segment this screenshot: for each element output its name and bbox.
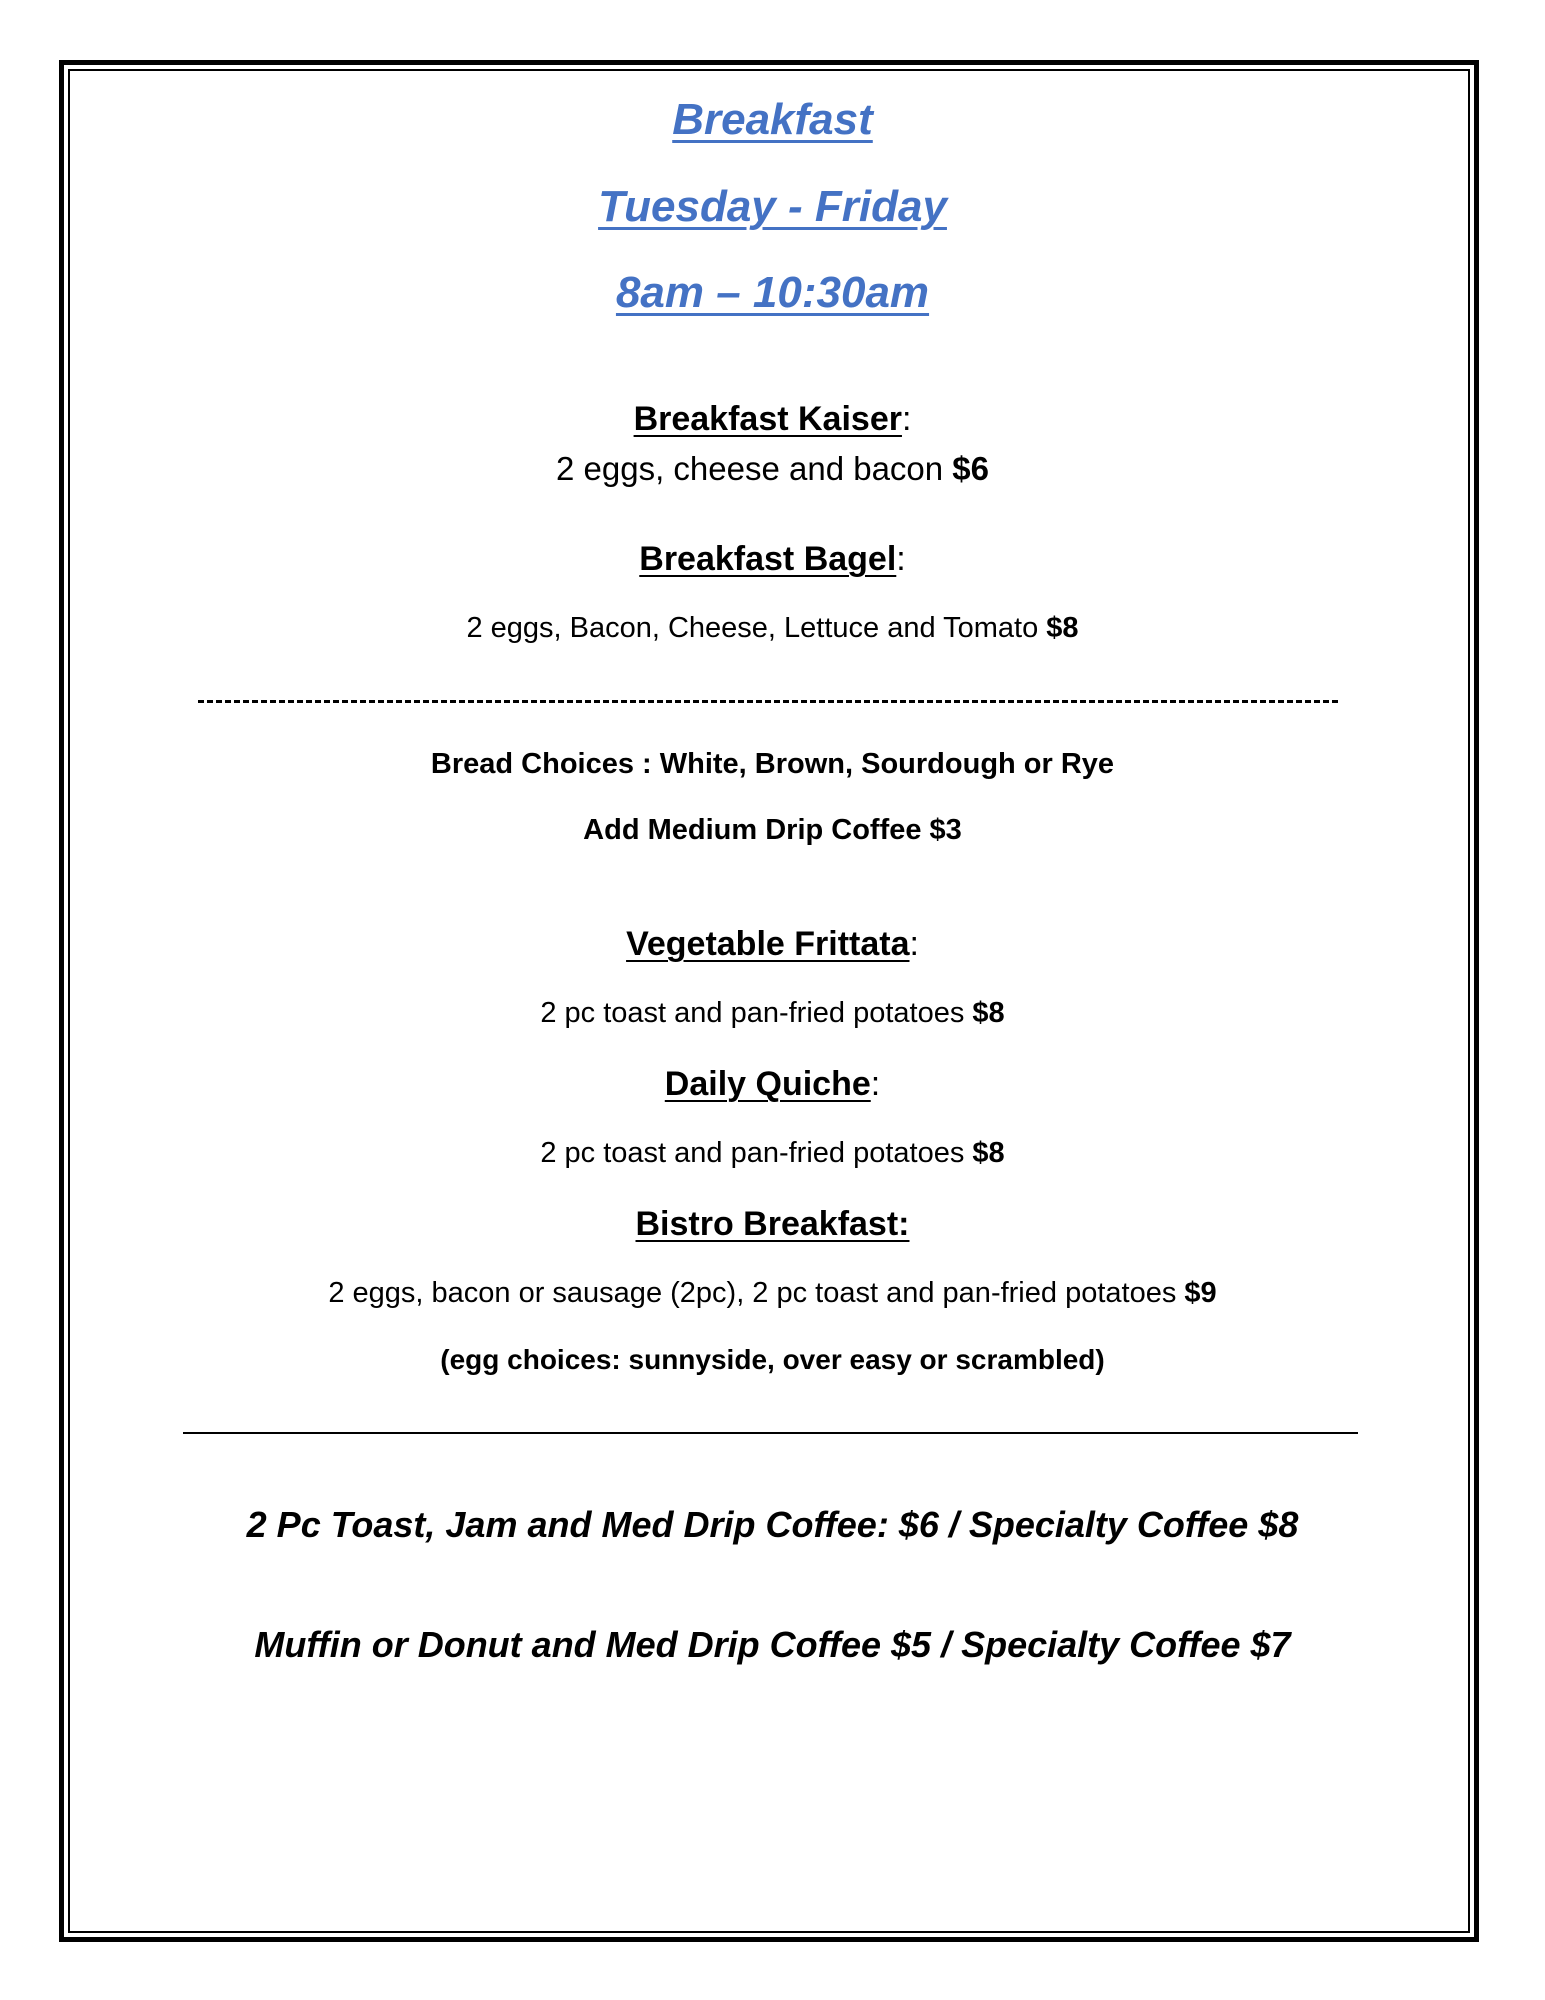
item-frittata-colon: : [909,925,919,963]
bread-choices: Bread Choices : White, Brown, Sourdough or Rye [430,748,1115,780]
item-bistro-description [0,1277,1545,1310]
item-quiche-description [0,1137,1545,1170]
item-quiche-price: $8 [972,1137,1005,1169]
menu-title-row [0,95,1545,145]
item-bagel-colon: : [896,540,906,578]
item-bagel-name: Breakfast Bagel [639,540,897,578]
item-quiche-title [0,1065,1545,1104]
item-bagel-price: $8 [1046,612,1079,644]
menu-days: Tuesday - Friday [598,182,947,231]
item-bistro-title [0,1205,1545,1244]
item-bistro-name: Bistro Breakfast: [635,1205,910,1243]
menu-days-row [0,182,1545,232]
item-kaiser-price: $6 [952,450,990,487]
item-quiche-desc-text: 2 pc toast and pan-fried potatoes [540,1137,973,1169]
item-kaiser-desc-text: 2 eggs, cheese and bacon [555,450,953,487]
item-quiche-colon: : [870,1065,881,1103]
item-bagel-desc-text: 2 eggs, Bacon, Cheese, Lettuce and Tomato [466,612,1047,644]
solid-divider [183,1432,1358,1434]
menu-hours: 8am – 10:30am [615,268,930,317]
item-kaiser-description [0,450,1545,488]
item-kaiser-name: Breakfast Kaiser [633,400,902,438]
item-bagel-title [0,540,1545,579]
combo-toast: 2 Pc Toast, Jam and Med Drip Coffee: $6 / Specialty Coffee $8 [246,1504,1299,1545]
item-frittata-price: $8 [972,997,1005,1029]
item-frittata-title [0,925,1545,964]
item-kaiser-colon: : [901,400,912,438]
item-frittata-name: Vegetable Frittata [626,925,910,963]
menu-hours-row [0,268,1545,318]
dashed-divider [198,700,1338,703]
coffee-addon: Add Medium Drip Coffee $3 [583,814,962,846]
combo-muffin: Muffin or Donut and Med Drip Coffee $5 / Specialty Coffee $7 [254,1624,1291,1665]
item-quiche-name: Daily Quiche [664,1065,871,1103]
menu-title: Breakfast [672,95,873,144]
item-bagel-description [0,612,1545,645]
item-kaiser-title [0,400,1545,439]
item-frittata-desc-text: 2 pc toast and pan-fried potatoes [540,997,973,1029]
item-bistro-desc-text: 2 eggs, bacon or sausage (2pc), 2 pc toast and pan-fried potatoes [328,1277,1185,1309]
item-frittata-description [0,997,1545,1030]
item-bistro-price: $9 [1184,1277,1217,1309]
egg-choices-note: (egg choices: sunnyside, over easy or scrambled) [440,1344,1105,1375]
